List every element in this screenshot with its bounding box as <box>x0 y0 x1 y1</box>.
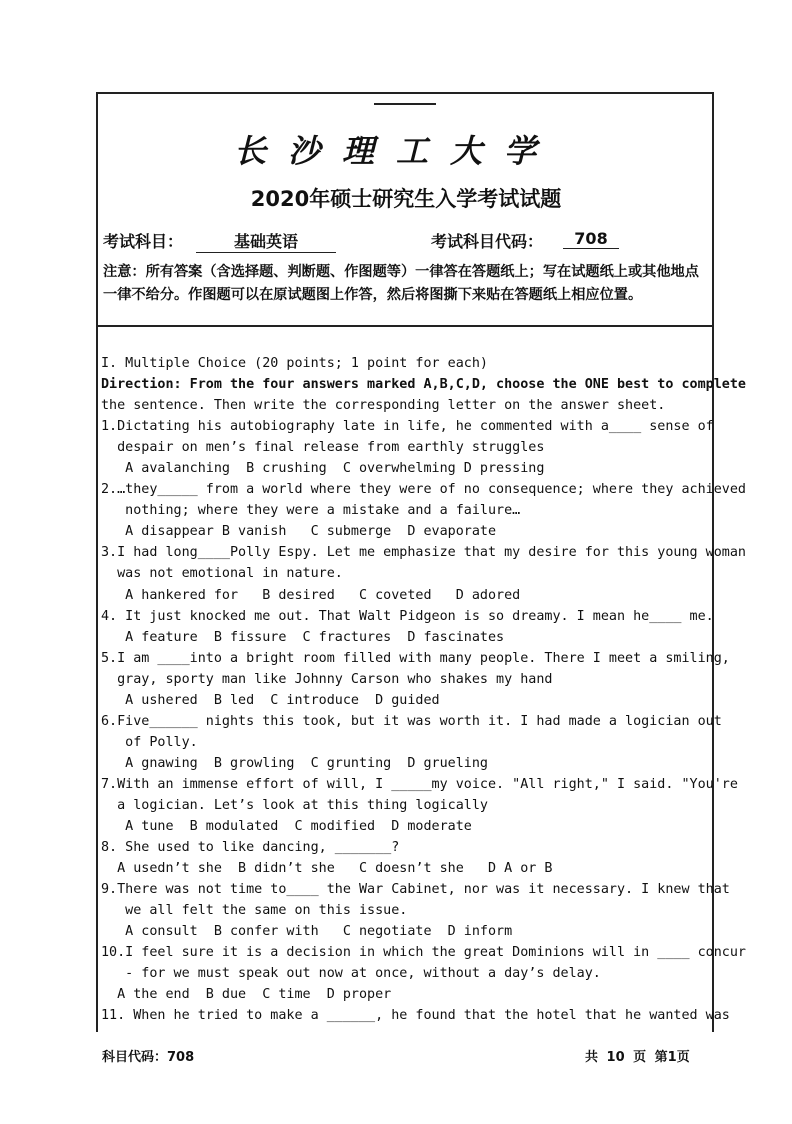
text-line: A hankered for B desired C coveted D adored <box>101 587 521 603</box>
text-line: - for we must speak out now at once, without a day’s delay. <box>101 966 601 982</box>
text-line: 6.Five______ nights this took, but it was worth it. I had made a logician out <box>101 713 722 729</box>
text-line: despair on men’s final release from earthly struggles <box>101 440 545 456</box>
text-line: Direction: From the four answers marked A,B,C,D, choose the ONE best to complete <box>101 377 746 393</box>
text-line: 8. She used to like dancing, _______? <box>101 840 400 856</box>
text-line: the sentence. Then write the corresponding letter on the answer sheet. <box>101 398 666 414</box>
text-line: 11. When he tried to make a ______, he found that the hotel that he wanted was <box>101 1008 730 1024</box>
footer-page-number: 共 10 页 第1页 <box>585 1050 690 1065</box>
text-line: A consult B confer with C negotiate D inform <box>101 924 513 940</box>
text-line: a logician. Let’s look at this thing logically <box>101 797 488 813</box>
text-line: A ushered B led C introduce D guided <box>101 692 440 708</box>
text-line: nothing; where they were a mistake and a failure… <box>101 503 521 519</box>
text-line: I. Multiple Choice (20 points; 1 point for each) <box>101 356 488 371</box>
text-line: A tune B modulated C modified D moderate <box>101 819 472 835</box>
subject-code-value: 708 <box>563 229 619 249</box>
text-line: 3.I had long____Polly Espy. Let me emphasize that my desire for this young woman <box>101 545 746 561</box>
exam-title: 2020年硕士研究生入学考试试题 <box>250 187 562 211</box>
header-divider <box>96 325 714 327</box>
text-line: we all felt the same on this issue. <box>101 903 408 919</box>
text-line: of Polly. <box>101 734 198 750</box>
text-line: 2.…they_____ from a world where they were of no consequence; where they achieved <box>101 482 746 498</box>
notice-text: 注意：所有答案（含选择题、判断题、作图题等）一律答在答题纸上；写在试题纸上或其他地点一律不给分。作图题可以在原试题图上作答，然后将图撕下来贴在答题纸上相应位置。 <box>103 264 699 303</box>
text-line: 10.I feel sure it is a decision in which the great Dominions will in ____ concur <box>101 945 746 961</box>
top-rule <box>374 103 436 105</box>
subject-code-label: 考试科目代码： <box>431 232 544 251</box>
text-line: 4. It just knocked me out. That Walt Pidgeon is so dreamy. I mean he____ me. <box>101 608 714 624</box>
text-line: A feature B fissure C fractures D fascinates <box>101 629 505 645</box>
subject-row <box>103 229 703 253</box>
text-line: gray, sporty man like Johnny Carson who shakes my hand <box>101 671 553 687</box>
text-line: was not emotional in nature. <box>101 566 343 582</box>
footer-subject-code: 科目代码：708 <box>102 1050 195 1065</box>
text-line: A disappear B vanish C submerge D evaporate <box>101 524 497 540</box>
text-line: A the end B due C time D proper <box>101 987 392 1003</box>
text-line: A usedn’t she B didn’t she C doesn’t she D A or B <box>101 861 553 877</box>
text-line: 7.With an immense effort of will, I _____my voice. "All right," I said. "You're <box>101 776 738 792</box>
university-name: 长沙理工大学 <box>233 132 558 170</box>
text-line: A gnawing B growling C grunting D grueling <box>101 755 488 771</box>
question-content <box>101 353 746 1027</box>
text-line: 5.I am ____into a bright room filled with many people. There I meet a smiling, <box>101 650 730 666</box>
subject-value: 基础英语 <box>196 229 336 253</box>
subject-label: 考试科目： <box>103 232 184 251</box>
text-line: 1.Dictating his autobiography late in life, he commented with a____ sense of <box>101 419 714 435</box>
text-line: A avalanching B crushing C overwhelming D pressing <box>101 461 545 477</box>
text-line: 9.There was not time to____ the War Cabinet, nor was it necessary. I knew that <box>101 882 730 898</box>
